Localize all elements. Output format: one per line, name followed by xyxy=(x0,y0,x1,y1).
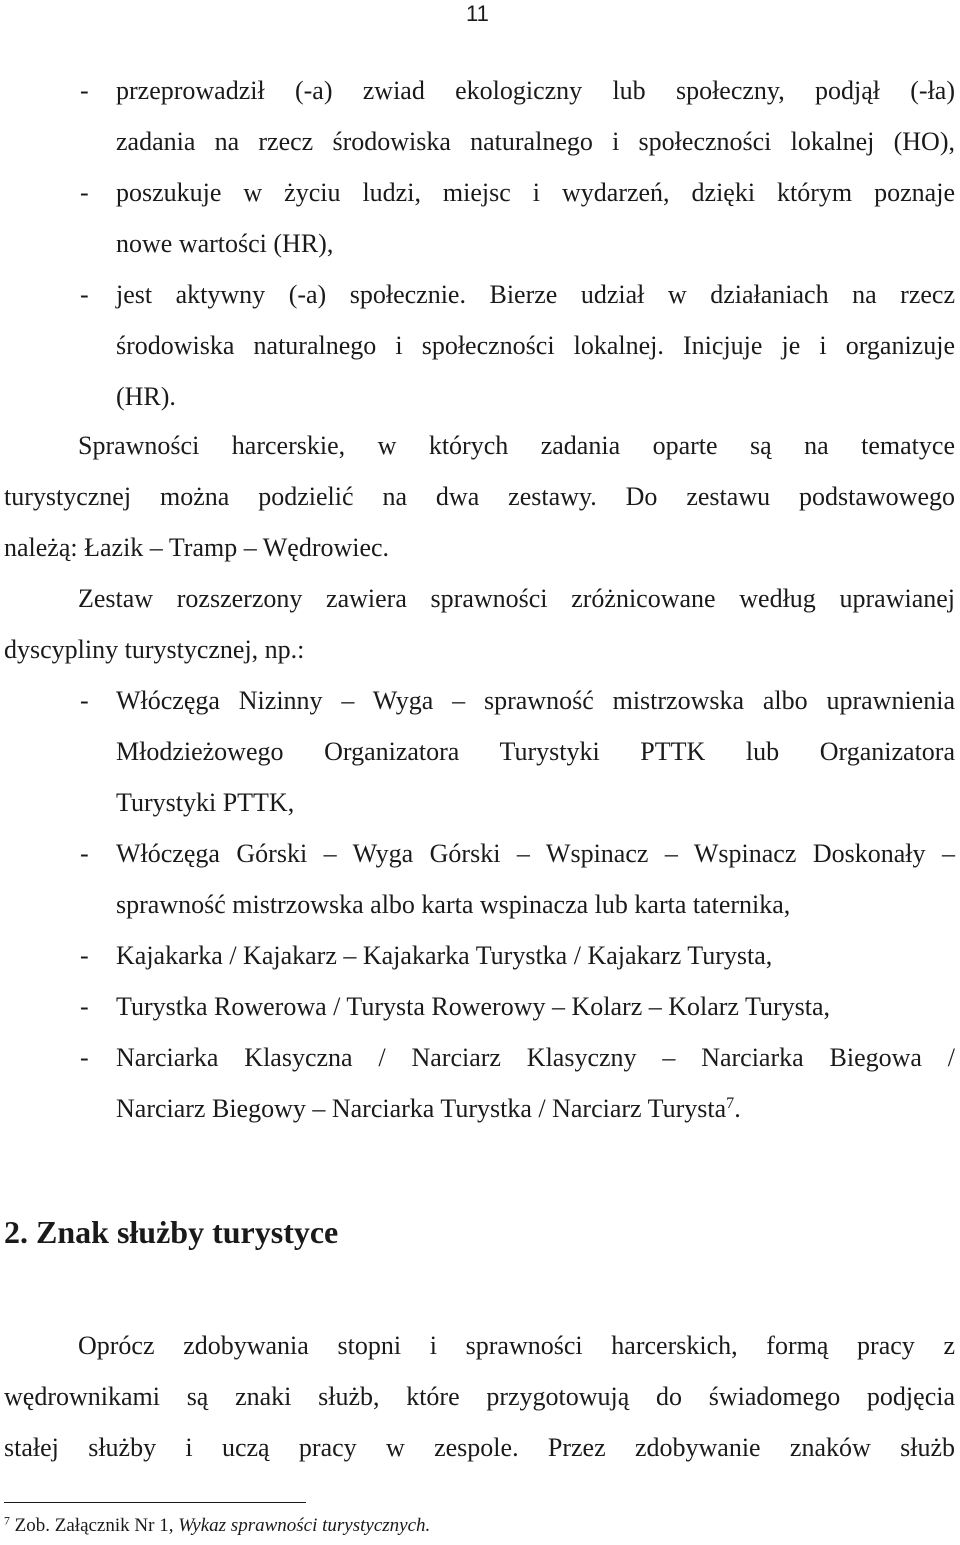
list-item-line: Turystka Rowerowa / Turysta Rowerowy – Kolarz – Kolarz Turysta, xyxy=(116,992,831,1021)
paragraph-line: Zestaw rozszerzony zawiera sprawności zróżnicowane według uprawianej xyxy=(78,584,955,613)
paragraph-line: wędrownikami są znaki służb, które przygotowują do świadomego podjęcia xyxy=(4,1382,955,1411)
paragraph-line: należą: Łazik – Tramp – Wędrowiec. xyxy=(4,533,390,562)
bullet-dash: - xyxy=(80,178,89,207)
bullet-dash: - xyxy=(80,280,89,309)
paragraph-line: dyscypliny turystycznej, np.: xyxy=(4,635,305,664)
footnote xyxy=(4,1513,430,1539)
list-item-line: nowe wartości (HR), xyxy=(116,229,334,258)
list-item-line: Włóczęga Górski – Wyga Górski – Wspinacz – Wspinacz Doskonały – xyxy=(116,839,955,868)
paragraph-line: Oprócz zdobywania stopni i sprawności harcerskich, formą pracy z xyxy=(78,1331,955,1360)
bullet-dash: - xyxy=(80,76,89,105)
list-item-line: Włóczęga Nizinny – Wyga – sprawność mistrzowska albo uprawnienia xyxy=(116,686,955,715)
list-item-line: zadania na rzecz środowiska naturalnego i społeczności lokalnej (HO), xyxy=(116,127,955,156)
footnote-number: 7 xyxy=(4,1514,10,1528)
bullet-dash: - xyxy=(80,941,89,970)
paragraph-line: Sprawności harcerskie, w których zadania oparte są na tematyce xyxy=(78,431,955,460)
list-item-line: Młodzieżowego Organizatora Turystyki PTTK lub Organizatora xyxy=(116,737,955,766)
list-item-line: Kajakarka / Kajakarz – Kajakarka Turystka / Kajakarz Turysta, xyxy=(116,941,773,970)
list-item-line: środowiska naturalnego i społeczności lokalnej. Inicjuje je i organizuje xyxy=(116,331,955,360)
list-item-text: Narciarz Biegowy – Narciarka Turystka / Narciarz Turysta xyxy=(116,1094,727,1123)
bullet-dash: - xyxy=(80,839,89,868)
list-item-line: sprawność mistrzowska albo karta wspinacza lub karta taternika, xyxy=(116,890,791,919)
footnote-separator xyxy=(4,1502,306,1503)
list-item-line xyxy=(116,1092,741,1126)
page-number: 11 xyxy=(466,1,489,26)
bullet-dash: - xyxy=(80,1043,89,1072)
footnote-text: Zob. Załącznik Nr 1, xyxy=(9,1515,179,1536)
bullet-dash: - xyxy=(80,992,89,1021)
footnote-reference[interactable]: 7 xyxy=(726,1095,735,1113)
paragraph-line: stałej służby i uczą pracy w zespole. Przez zdobywanie znaków służb xyxy=(4,1433,955,1462)
bullet-dash: - xyxy=(80,686,89,715)
footnote-title: Wykaz sprawności turystycznych. xyxy=(178,1515,431,1536)
list-item-line: jest aktywny (-a) społecznie. Bierze udział w działaniach na rzecz xyxy=(116,280,955,309)
list-item-line: (HR). xyxy=(116,382,176,411)
paragraph-line: turystycznej można podzielić na dwa zestawy. Do zestawu podstawowego xyxy=(4,482,955,511)
list-item-line: Turystyki PTTK, xyxy=(116,788,295,817)
list-item-line: przeprowadził (-a) zwiad ekologiczny lub społeczny, podjął (-ła) xyxy=(116,76,955,105)
list-item-line: Narciarka Klasyczna / Narciarz Klasyczny – Narciarka Biegowa / xyxy=(116,1043,955,1072)
section-heading: 2. Znak służby turystyce xyxy=(4,1214,339,1250)
sentence-end: . xyxy=(734,1094,741,1123)
list-item-line: poszukuje w życiu ludzi, miejsc i wydarzeń, dzięki którym poznaje xyxy=(116,178,955,207)
